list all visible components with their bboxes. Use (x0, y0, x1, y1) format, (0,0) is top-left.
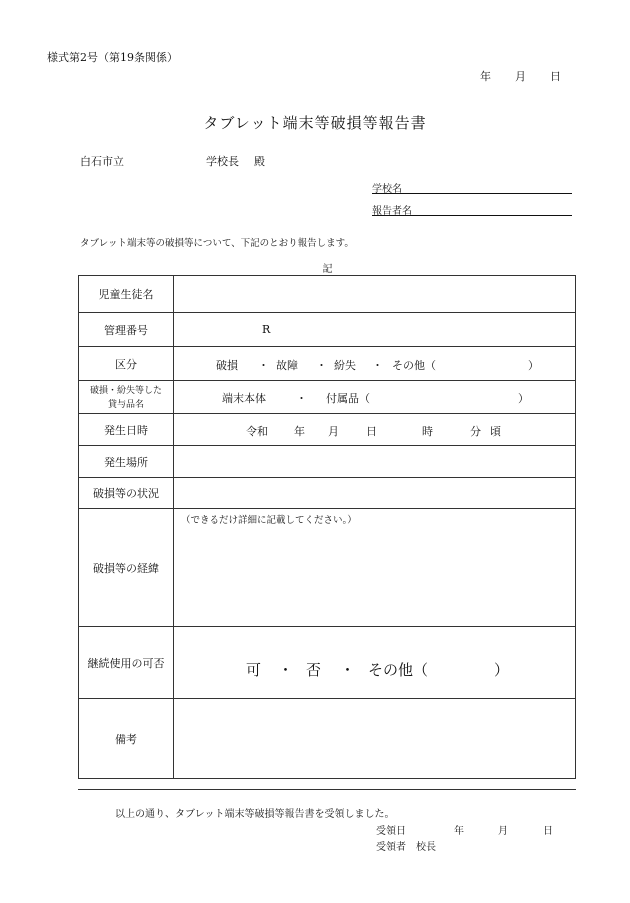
continue-use-label: 継続使用の可否 (79, 627, 174, 699)
item-option-accessory[interactable]: 付属品（ (326, 392, 370, 405)
item-label-line1: 破損・紛失等した (89, 386, 162, 396)
details-note: （できるだけ詳細に記載してください。） (181, 515, 357, 526)
date-year-label: 年 (480, 70, 491, 83)
addressee-principal: 学校長 (206, 155, 239, 168)
row-management-number (79, 313, 576, 347)
row-item (79, 381, 576, 414)
management-number-prefix: R (262, 323, 271, 336)
report-table (78, 275, 576, 779)
item-label-line2: 貸与品名 (107, 400, 144, 410)
received-statement: 以上の通り、タブレット端末等破損等報告書を受領しました。 (115, 809, 395, 820)
datetime-month: 月 (328, 424, 339, 438)
status-field[interactable] (174, 478, 576, 509)
category-option-lost[interactable]: 紛失 (334, 358, 356, 372)
row-category (79, 347, 576, 381)
datetime-field[interactable] (174, 414, 576, 446)
item-options[interactable] (174, 381, 576, 414)
row-student-name (79, 276, 576, 313)
addressee-city: 白石市立 (80, 155, 124, 168)
row-continue (79, 627, 576, 699)
category-separator: ・ (372, 358, 383, 372)
place-label: 発生場所 (79, 446, 174, 478)
continue-use-options[interactable] (174, 627, 576, 699)
intro-text: タブレット端末等の破損等について、下記のとおり報告します。 (80, 238, 354, 249)
row-remarks (79, 699, 576, 779)
management-number-field[interactable] (174, 313, 576, 347)
datetime-era: 令和 (246, 424, 268, 438)
category-options[interactable] (174, 347, 576, 381)
received-date-label: 受領日 (376, 826, 406, 837)
category-option-damage[interactable]: 破損 (216, 358, 238, 372)
student-name-field[interactable] (174, 276, 576, 313)
datetime-label: 発生日時 (79, 414, 174, 446)
row-status (79, 478, 576, 509)
addressee-honorific: 殿 (254, 155, 265, 168)
remarks-label: 備考 (79, 699, 174, 779)
category-separator: ・ (316, 358, 327, 372)
date-day-label: 日 (550, 70, 561, 83)
row-place (79, 446, 576, 478)
student-name-label: 児童生徒名 (79, 276, 174, 313)
datetime-day: 日 (366, 424, 377, 438)
datetime-approx: 頃 (490, 424, 501, 438)
receiver-title: 校長 (416, 842, 436, 853)
datetime-hour: 時 (422, 424, 433, 438)
place-field[interactable] (174, 446, 576, 478)
continue-option-yes[interactable]: 可 (246, 660, 262, 679)
item-separator: ・ (296, 392, 307, 405)
school-name-field[interactable] (372, 193, 572, 194)
category-label: 区分 (79, 347, 174, 381)
school-name-label: 学校名 (372, 184, 402, 195)
receiver-label: 受領者 (376, 842, 406, 853)
continue-option-no[interactable]: 否 (306, 660, 322, 679)
category-option-other[interactable]: その他（ (392, 358, 436, 372)
management-number-label: 管理番号 (79, 313, 174, 347)
datetime-year: 年 (294, 424, 305, 438)
category-other-close: ） (528, 358, 539, 372)
received-day-label: 日 (543, 826, 553, 837)
details-label: 破損等の経緯 (79, 509, 174, 627)
continue-separator: ・ (340, 660, 356, 679)
details-field[interactable] (174, 509, 576, 627)
continue-other-close: ） (494, 660, 510, 679)
continue-option-other[interactable]: その他（ (368, 660, 429, 679)
category-separator: ・ (258, 358, 269, 372)
row-details (79, 509, 576, 627)
document-title: タブレット端末等破損等報告書 (203, 114, 427, 132)
reporter-name-field[interactable] (372, 215, 572, 216)
datetime-minute: 分 (470, 424, 481, 438)
item-accessory-close: ） (518, 392, 529, 405)
item-label (79, 381, 174, 414)
form-number: 様式第2号（第19条関係） (47, 51, 178, 64)
row-datetime (79, 414, 576, 446)
received-year-label: 年 (454, 826, 464, 837)
reporter-name-label: 報告者名 (372, 206, 412, 217)
status-label: 破損等の状況 (79, 478, 174, 509)
continue-separator: ・ (278, 660, 294, 679)
footer-divider (78, 789, 576, 790)
date-month-label: 月 (515, 70, 526, 83)
item-option-device[interactable]: 端末本体 (222, 392, 266, 405)
received-month-label: 月 (498, 826, 508, 837)
ki-heading: 記 (322, 264, 333, 275)
remarks-field[interactable] (174, 699, 576, 779)
category-option-failure[interactable]: 故障 (276, 358, 298, 372)
